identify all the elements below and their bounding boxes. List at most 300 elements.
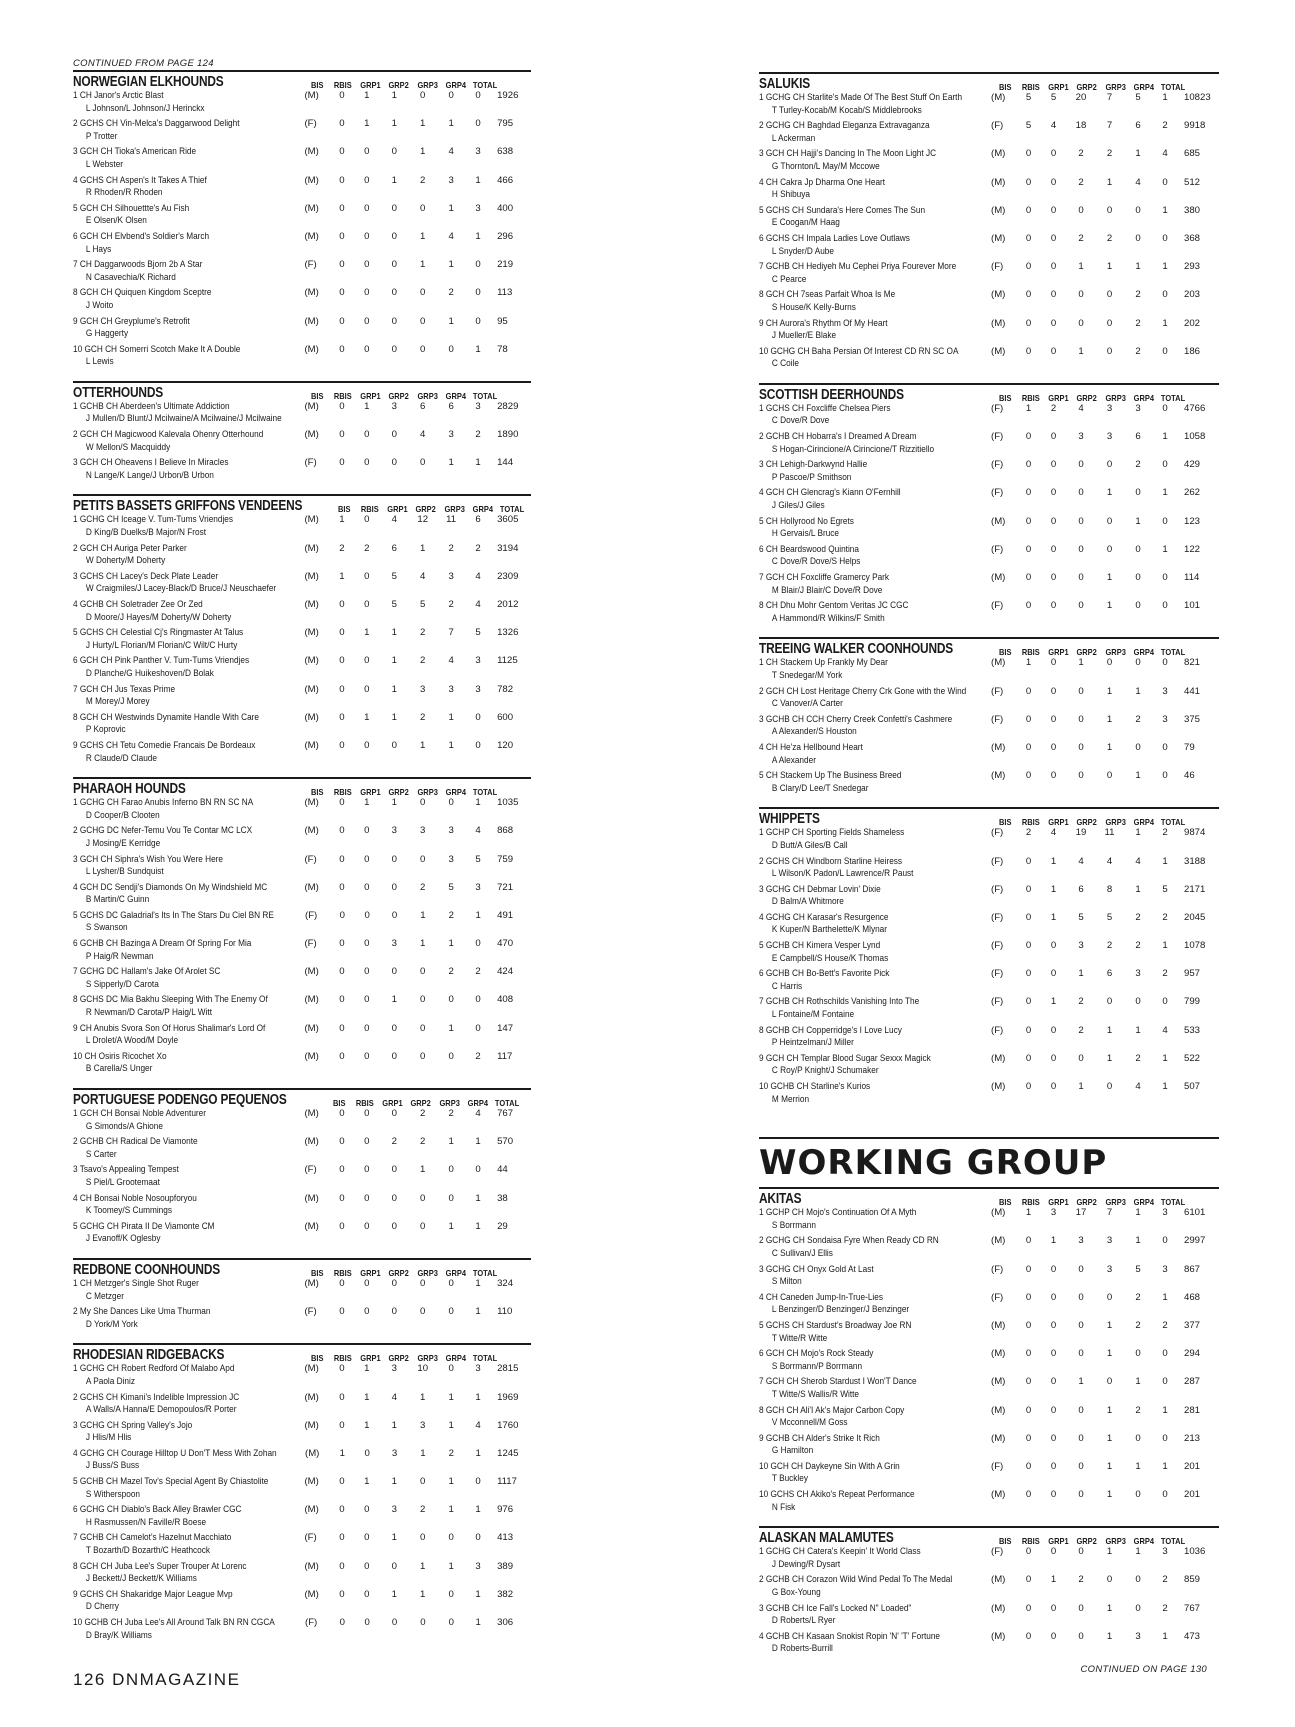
breed-title: REDBONE COONHOUNDS (73, 1261, 221, 1278)
stat-g2: 1 (420, 1164, 426, 1176)
dog-sex: (M) (304, 1277, 319, 1289)
owner-names: D Moore/J Hayes/M Doherty/W Doherty (85, 611, 232, 623)
stat-bis: 5 (1025, 92, 1032, 103)
breed-title: PORTUGUESE PODENGO PEQUENOS (73, 1092, 287, 1108)
stat-rbis: 4 (1050, 827, 1057, 839)
owner-names: H Gervais/L Bruce (771, 528, 840, 540)
stat-bis: 0 (339, 118, 345, 130)
ranking-main-line (73, 825, 531, 838)
dog-sex: (M) (304, 1050, 319, 1062)
stat-g4: 0 (1162, 996, 1168, 1008)
stat-rbis: 0 (364, 1108, 370, 1119)
ranking-main-line (73, 1051, 531, 1064)
dog-sex: (M) (991, 1630, 1006, 1642)
stat-total: 110 (497, 1306, 513, 1318)
header-g1: GRP1 (1048, 817, 1069, 828)
stat-g3: 0 (1135, 1574, 1141, 1586)
continued-on-note: CONTINUED ON PAGE 130 (1080, 1664, 1207, 1675)
stat-g3: 3 (448, 429, 454, 441)
stat-bis: 0 (1025, 1460, 1032, 1472)
stat-g1: 0 (391, 1617, 398, 1628)
stat-g1: 1 (1078, 968, 1084, 980)
stat-g2: 2 (420, 881, 426, 893)
dog-sex: (M) (304, 1560, 319, 1572)
ranking-main-line (759, 1461, 1219, 1474)
stat-total: 9918 (1184, 120, 1206, 132)
header-rbis: RBIS (333, 787, 352, 798)
dog-name: 2 GCH CH Auriga Peter Parker (73, 542, 187, 554)
header-g2: GRP2 (388, 390, 409, 401)
stat-g1: 0 (391, 287, 397, 299)
owner-names: P Heintzelman/J Miller (771, 1037, 854, 1049)
stat-rbis: 1 (1050, 883, 1057, 895)
dog-sex: (M) (991, 515, 1006, 527)
dog-sex: (F) (991, 543, 1004, 555)
dog-name: 7 GCHB CH Camelot's Hazelnut Macchiato (73, 1532, 232, 1544)
stat-g4: 2 (475, 1050, 481, 1062)
stat-bis: 0 (339, 627, 345, 639)
stat-total: 202 (1184, 317, 1201, 329)
column-headers (999, 393, 1193, 403)
stat-g1: 0 (1078, 1489, 1084, 1501)
dog-name: 1 GCHG CH Catera's Keepin' It World Class (759, 1546, 921, 1558)
stat-g3: 3 (448, 174, 454, 186)
owner-names: L Wilson/K Padon/L Lawrence/R Paust (771, 868, 914, 880)
stat-g3: 0 (1135, 1348, 1141, 1360)
owner-names: R Newman/D Carota/P Haig/L Witt (85, 1007, 212, 1019)
ranking-row (759, 856, 1219, 884)
ranking-row (73, 287, 531, 315)
stat-g2: 1 (1106, 1024, 1113, 1036)
right-sections-after-group (759, 1187, 1219, 1659)
stat-g3: 4 (448, 230, 454, 242)
stat-g2: 0 (420, 1532, 426, 1544)
ranking-row (759, 714, 1219, 742)
header-rbis: RBIS (333, 1267, 352, 1278)
ranking-main-line (759, 657, 1219, 670)
stat-g3: 1 (1135, 1546, 1141, 1558)
stat-g1: 5 (1078, 911, 1084, 923)
stat-rbis: 0 (1050, 148, 1057, 160)
stat-rbis: 2 (1050, 402, 1057, 414)
stat-rbis: 0 (1050, 543, 1057, 555)
ranking-main-line (759, 1631, 1219, 1644)
dog-sex: (M) (304, 1220, 319, 1232)
stat-g3: 1 (448, 1136, 454, 1148)
header-bis: BIS (311, 80, 324, 90)
stat-g1: 6 (1078, 883, 1084, 895)
dog-name: 4 GCHB CH Soletrader Zee Or Zed (73, 599, 203, 610)
stat-g2: 0 (1106, 1574, 1113, 1586)
stat-g2: 2 (420, 627, 426, 639)
stat-g1: 0 (391, 1560, 397, 1572)
stat-total: 380 (1184, 204, 1201, 216)
stat-g4: 1 (475, 457, 481, 469)
stat-total: 470 (497, 938, 514, 950)
stat-bis: 0 (1025, 1319, 1032, 1331)
ranking-row (73, 655, 531, 683)
header-g3: GRP3 (1105, 1197, 1126, 1208)
stat-g2: 3 (1106, 402, 1113, 414)
stat-g4: 1 (1162, 1052, 1168, 1064)
dog-sex: (M) (304, 514, 319, 526)
section-header (73, 1090, 531, 1108)
ranking-row (73, 1136, 531, 1164)
owner-names: K Toomey/S Cummings (85, 1205, 172, 1217)
header-rbis: RBIS (1021, 82, 1040, 92)
owner-names: M Morey/J Morey (85, 696, 150, 708)
header-total: TOTAL (1160, 1197, 1186, 1208)
stat-rbis: 0 (364, 994, 370, 1006)
stat-g3: 2 (1135, 940, 1141, 952)
ranking-row (73, 1023, 531, 1051)
stat-rbis: 0 (364, 1192, 370, 1204)
header-rbis: RBIS (1021, 1197, 1040, 1208)
stat-g3: 2 (1135, 1404, 1141, 1416)
stat-g1: 0 (1078, 1052, 1084, 1064)
stat-g2: 1 (420, 146, 426, 158)
dog-sex: (F) (991, 855, 1004, 867)
stat-bis: 0 (339, 1617, 345, 1628)
breed-section (759, 383, 1219, 629)
ranking-row (759, 884, 1219, 912)
stat-total: 491 (497, 909, 514, 921)
ranking-row (759, 827, 1219, 855)
stat-g1: 1 (1078, 345, 1084, 357)
stat-g3: 0 (1135, 600, 1141, 612)
stat-g2: 2 (420, 1108, 426, 1119)
ranking-row (759, 205, 1219, 233)
breed-section (759, 1187, 1219, 1517)
breed-section (73, 777, 531, 1079)
stat-total: 859 (1184, 1574, 1201, 1586)
stat-total: 123 (1184, 515, 1201, 527)
ranking-row (73, 543, 531, 571)
owner-names: G Box-Young (771, 1587, 821, 1599)
owner-names: L Hays (85, 243, 112, 255)
stat-rbis: 0 (1050, 1432, 1057, 1444)
stat-g3: 1 (1135, 1460, 1141, 1472)
stat-rbis: 1 (364, 90, 370, 101)
stat-g4: 2 (1162, 1602, 1168, 1614)
header-rbis: RBIS (1021, 647, 1040, 658)
stat-g2: 1 (420, 259, 426, 271)
dog-sex: (F) (991, 713, 1004, 725)
breed-title: PETITS BASSETS GRIFFONS VENDEENS (73, 498, 303, 515)
owner-names: C Harris (771, 980, 803, 992)
dog-name: 5 GCHG CH Pirata II De Viamonte CM (73, 1220, 215, 1232)
stat-rbis: 5 (1050, 92, 1057, 103)
stat-total: 38 (497, 1192, 508, 1204)
stat-g1: 1 (391, 683, 397, 695)
ranking-row (73, 401, 531, 429)
dog-sex: (M) (991, 1432, 1006, 1444)
stat-g1: 3 (391, 938, 397, 950)
stat-rbis: 0 (364, 853, 370, 865)
header-total: TOTAL (1160, 647, 1186, 658)
stat-g1: 0 (391, 259, 397, 271)
dog-name: 4 GCHB CH Kasaan Snokist Ropin 'N' 'T' Fortune (759, 1630, 941, 1642)
stat-g1: 4 (1078, 402, 1084, 414)
header-g1: GRP1 (360, 80, 381, 90)
stat-g4: 1 (475, 1447, 481, 1459)
stat-rbis: 0 (1050, 317, 1057, 329)
stat-bis: 2 (1025, 827, 1032, 839)
dog-name: 7 GCH CH Sherob Stardust I Won'T Dance (759, 1376, 917, 1388)
stat-rbis: 1 (364, 1391, 370, 1403)
stat-g2: 4 (1106, 855, 1113, 867)
stat-g4: 1 (475, 909, 481, 921)
stat-g4: 3 (1162, 685, 1168, 697)
stat-g4: 1 (475, 1391, 481, 1403)
dog-name: 2 GCHG CH Sondaisa Fyre When Ready CD RN (759, 1235, 939, 1247)
stat-g3: 3 (1135, 968, 1141, 980)
ranking-row (73, 231, 531, 259)
stat-rbis: 0 (1050, 968, 1057, 980)
stat-total: 1078 (1184, 940, 1206, 952)
stat-rbis: 0 (1050, 1024, 1057, 1036)
ranking-row (73, 1532, 531, 1560)
stat-g3: 2 (448, 966, 454, 978)
stat-g2: 1 (1106, 1404, 1113, 1416)
stat-g4: 0 (475, 1476, 481, 1488)
ranking-main-line (759, 403, 1219, 416)
stat-bis: 0 (339, 655, 345, 667)
stat-g1: 0 (391, 1164, 397, 1176)
stat-total: 281 (1184, 1404, 1201, 1416)
dog-sex: (M) (991, 741, 1006, 753)
stat-total: 2171 (1184, 883, 1206, 895)
dog-sex: (F) (304, 457, 317, 469)
stat-g3: 6 (1135, 431, 1141, 443)
stat-total: 2829 (497, 400, 519, 412)
ranking-main-line (759, 742, 1219, 755)
dog-name: 1 GCHG CH Robert Redford Of Malabo Apd (73, 1363, 235, 1375)
owner-names: J Hurty/L Florian/M Florian/C Wilt/C Hurty (85, 639, 238, 651)
stat-g2: 1 (1106, 1432, 1113, 1444)
stat-bis: 0 (1025, 459, 1032, 471)
ranking-row (759, 1433, 1219, 1461)
owner-names: A Alexander/S Houston (771, 726, 857, 738)
stat-g4: 1 (1162, 431, 1168, 443)
owner-names: P Pascoe/P Smithson (771, 471, 852, 483)
stat-bis: 0 (339, 1476, 345, 1488)
ranking-main-line (759, 544, 1219, 557)
dog-name: 6 GCHB CH Bazinga A Dream Of Spring For Mia (73, 938, 252, 950)
dog-name: 1 GCHS CH Foxcliffe Chelsea Piers (759, 402, 891, 414)
stat-rbis: 0 (364, 457, 370, 469)
ranking-row (73, 599, 531, 627)
dog-sex: (F) (991, 1263, 1004, 1275)
stat-g3: 0 (448, 1363, 454, 1375)
stat-g2: 1 (420, 909, 426, 921)
stat-g1: 0 (391, 1220, 397, 1232)
ranking-main-line (759, 1207, 1219, 1220)
ranking-main-line (759, 459, 1219, 472)
stat-g3: 7 (448, 627, 454, 639)
header-g2: GRP2 (1076, 817, 1097, 828)
breed-section (73, 70, 531, 372)
stat-rbis: 0 (364, 1532, 370, 1544)
stat-g3: 0 (1135, 657, 1141, 669)
stat-g1: 3 (391, 1504, 397, 1516)
header-total: TOTAL (495, 1098, 520, 1108)
ranking-main-line (73, 910, 531, 923)
stat-total: 408 (497, 994, 514, 1006)
dog-sex: (F) (991, 1291, 1004, 1303)
ranking-main-line (73, 966, 531, 979)
stat-g2: 0 (1106, 657, 1113, 669)
stat-g1: 3 (391, 400, 397, 412)
ranking-row (73, 1476, 531, 1504)
owner-names: D Bray/K Williams (85, 1629, 152, 1641)
stat-bis: 0 (339, 174, 345, 186)
breed-title: TREEING WALKER COONHOUNDS (759, 641, 954, 658)
owner-names: L Lewis (85, 356, 114, 368)
stat-g2: 1 (1106, 1546, 1113, 1558)
stat-g1: 3 (1078, 940, 1084, 952)
header-g4: GRP4 (445, 1267, 467, 1278)
stat-g3: 2 (1135, 345, 1141, 357)
dog-name: 8 GCH CH 7seas Parfait Whoa Is Me (759, 289, 896, 301)
stat-rbis: 1 (364, 1476, 370, 1488)
dog-name: 8 GCH CH Quiquen Kingdom Sceptre (73, 287, 212, 299)
stat-total: 147 (497, 1022, 514, 1034)
stat-total: 4766 (1184, 402, 1206, 414)
stat-g2: 0 (420, 315, 426, 327)
owner-names: T Snedegar/M York (771, 669, 843, 681)
stat-bis: 0 (339, 1136, 345, 1148)
header-total: TOTAL (499, 504, 525, 515)
stat-g2: 0 (420, 287, 426, 299)
dog-sex: (M) (304, 429, 319, 441)
stat-g1: 1 (1078, 657, 1084, 669)
dog-name: 5 GCH CH Silhouettte's Au Fish (73, 202, 190, 214)
stat-bis: 0 (339, 853, 345, 865)
stat-bis: 0 (1025, 1630, 1032, 1642)
ranking-main-line (73, 655, 531, 668)
header-g3: GRP3 (1105, 647, 1126, 658)
stat-g2: 7 (1106, 1207, 1113, 1219)
stat-g2: 4 (420, 570, 426, 582)
dog-sex: (F) (991, 1024, 1004, 1036)
dog-sex: (M) (304, 683, 319, 695)
stat-g4: 6 (475, 514, 481, 526)
dog-sex: (M) (991, 1348, 1006, 1360)
dog-name: 1 GCHP CH Mojo's Continuation Of A Myth (759, 1207, 917, 1219)
stat-g4: 4 (475, 599, 481, 610)
stat-total: 9874 (1184, 827, 1206, 839)
owner-names: C Vanover/A Carter (771, 698, 843, 710)
dog-sex: (M) (304, 711, 319, 723)
ranking-main-line (73, 1306, 531, 1319)
stat-bis: 0 (1025, 543, 1032, 555)
header-g4: GRP4 (445, 390, 467, 401)
stat-rbis: 0 (364, 825, 370, 837)
stat-g4: 0 (475, 287, 481, 299)
stat-total: 821 (1184, 657, 1201, 669)
stat-g1: 20 (1075, 92, 1087, 103)
stat-rbis: 0 (364, 1220, 370, 1232)
dog-sex: (M) (991, 204, 1006, 216)
stat-g2: 1 (420, 230, 426, 242)
stat-g4: 0 (475, 1532, 481, 1544)
stat-g3: 2 (448, 287, 454, 299)
dog-name: 10 GCH CH Somerri Scotch Make It A Double (73, 343, 241, 355)
dog-name: 2 GCHB CH Hobarra's I Dreamed A Dream (759, 431, 917, 443)
ranking-row (759, 516, 1219, 544)
stat-total: 114 (1184, 572, 1200, 583)
dog-name: 3 GCHG CH Debmar Lovin' Dixie (759, 883, 881, 895)
stat-g4: 1 (475, 1588, 481, 1600)
stat-g4: 1 (475, 1306, 481, 1318)
stat-g4: 5 (475, 627, 481, 639)
stat-rbis: 0 (364, 1136, 370, 1148)
ranking-row (759, 318, 1219, 346)
header-bis: BIS (311, 390, 324, 401)
ranking-row (73, 1420, 531, 1448)
ranking-main-line (759, 148, 1219, 161)
stat-rbis: 0 (364, 909, 370, 921)
stat-g4: 0 (1162, 402, 1168, 414)
ranking-row (759, 1292, 1219, 1320)
stat-bis: 0 (339, 938, 345, 950)
stat-bis: 0 (339, 1306, 345, 1318)
dog-sex: (M) (304, 1504, 319, 1516)
stat-rbis: 0 (1050, 713, 1057, 725)
stat-g2: 0 (420, 202, 426, 214)
dog-sex: (M) (305, 1447, 320, 1459)
stat-bis: 0 (339, 1050, 345, 1062)
stat-g1: 0 (1078, 1348, 1084, 1360)
stat-g1: 5 (391, 570, 397, 582)
stat-bis: 0 (1025, 261, 1032, 273)
stat-g3: 2 (448, 909, 454, 921)
stat-g2: 0 (1106, 996, 1113, 1008)
stat-rbis: 1 (1050, 855, 1057, 867)
header-g2: GRP2 (388, 1267, 409, 1278)
stat-g1: 0 (1078, 1404, 1084, 1416)
stat-g3: 1 (1135, 261, 1141, 273)
stat-g4: 3 (475, 146, 481, 158)
stat-g2: 1 (420, 118, 426, 130)
ranking-main-line (759, 177, 1219, 190)
header-g2: GRP2 (1076, 1197, 1097, 1208)
dog-name: 5 CH Hollyrood No Egrets (759, 515, 854, 527)
dog-sex: (M) (304, 881, 319, 893)
stat-rbis: 0 (1050, 1052, 1057, 1064)
owner-names: G Thornton/L May/M Mccowe (771, 160, 880, 172)
dog-name: 8 GCHS DC Mia Bakhu Sleeping With The Enemy Of (73, 994, 268, 1006)
header-g3: GRP3 (1105, 392, 1126, 403)
stat-g2: 0 (420, 797, 426, 809)
stat-g3: 0 (1135, 1489, 1141, 1501)
stat-total: 1125 (497, 655, 518, 667)
column-headers (311, 1353, 505, 1363)
ranking-row (73, 684, 531, 712)
stat-rbis: 0 (364, 202, 370, 214)
ranking-main-line (759, 1433, 1219, 1446)
stat-rbis: 0 (364, 1164, 370, 1176)
ranking-main-line (73, 1589, 531, 1602)
stat-total: 46 (1184, 770, 1195, 782)
stat-g4: 0 (475, 711, 481, 723)
owner-names: S House/K Kelly-Burns (771, 301, 856, 313)
owner-names: D York/M York (85, 1318, 138, 1330)
stat-g1: 2 (1078, 176, 1084, 188)
dog-sex: (M) (991, 572, 1006, 583)
stat-g3: 1 (448, 202, 454, 214)
